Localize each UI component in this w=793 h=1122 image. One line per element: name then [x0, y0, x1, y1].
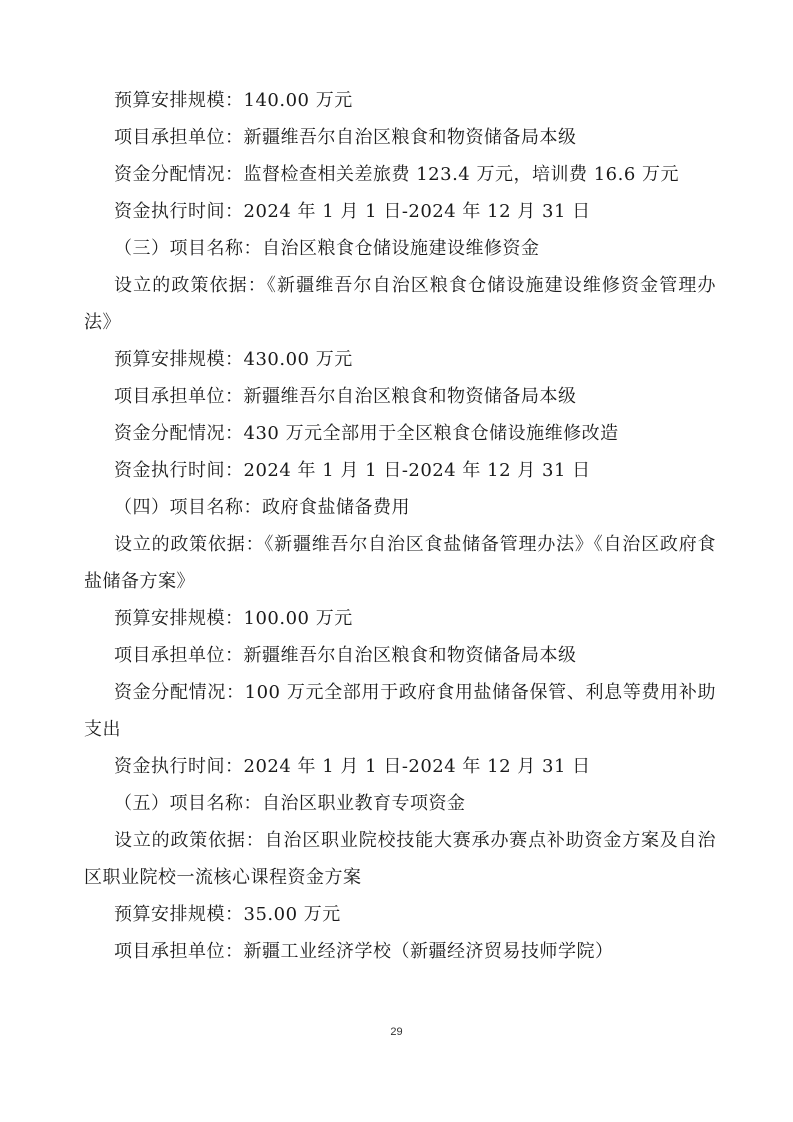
paragraph-execution-time-3: 资金执行时间：2024 年 1 月 1 日-2024 年 12 月 31 日: [114, 460, 591, 481]
paragraph-fund-allocation-4: 资金分配情况：100 万元全部用于政府食用盐储备保管、利息等费用补助支出: [84, 682, 716, 740]
paragraph-undertaking-unit-5: 项目承担单位：新疆工业经济学校（新疆经济贸易技师学院）: [114, 941, 614, 962]
paragraph-project-name-4: （四）项目名称：政府食盐储备费用: [114, 497, 410, 518]
paragraph-budget-scale-4: 预算安排规模：100.00 万元: [114, 608, 353, 629]
paragraph-policy-basis-4: 设立的政策依据：《新疆维吾尔自治区食盐储备管理办法》《自治区政府食盐储备方案》: [84, 534, 716, 592]
paragraph-undertaking-unit-1: 项目承担单位：新疆维吾尔自治区粮食和物资储备局本级: [114, 127, 577, 148]
paragraph-policy-basis-5: 设立的政策依据：自治区职业院校技能大赛承办赛点补助资金方案及自治区职业院校一流核心课程资金方案: [84, 830, 716, 888]
paragraph-execution-time-1: 资金执行时间：2024 年 1 月 1 日-2024 年 12 月 31 日: [114, 201, 591, 222]
document-body: [84, 82, 716, 970]
paragraph-policy-basis-3: 设立的政策依据：《新疆维吾尔自治区粮食仓储设施建设维修资金管理办法》: [84, 275, 716, 333]
page-number: 29: [390, 1026, 403, 1038]
paragraph-project-name-5: （五）项目名称：自治区职业教育专项资金: [114, 793, 466, 814]
paragraph-budget-scale-5: 预算安排规模：35.00 万元: [114, 904, 341, 925]
paragraph-undertaking-unit-3: 项目承担单位：新疆维吾尔自治区粮食和物资储备局本级: [114, 386, 577, 407]
paragraph-project-name-3: （三）项目名称：自治区粮食仓储设施建设维修资金: [114, 238, 540, 259]
paragraph-undertaking-unit-4: 项目承担单位：新疆维吾尔自治区粮食和物资储备局本级: [114, 645, 577, 666]
paragraph-execution-time-4: 资金执行时间：2024 年 1 月 1 日-2024 年 12 月 31 日: [114, 756, 591, 777]
paragraph-budget-scale-1: 预算安排规模：140.00 万元: [114, 90, 353, 111]
paragraph-budget-scale-3: 预算安排规模：430.00 万元: [114, 349, 353, 370]
paragraph-fund-allocation-3: 资金分配情况：430 万元全部用于全区粮食仓储设施维修改造: [114, 423, 619, 444]
paragraph-fund-allocation-1: 资金分配情况：监督检查相关差旅费 123.4 万元，培训费 16.6 万元: [114, 164, 679, 185]
